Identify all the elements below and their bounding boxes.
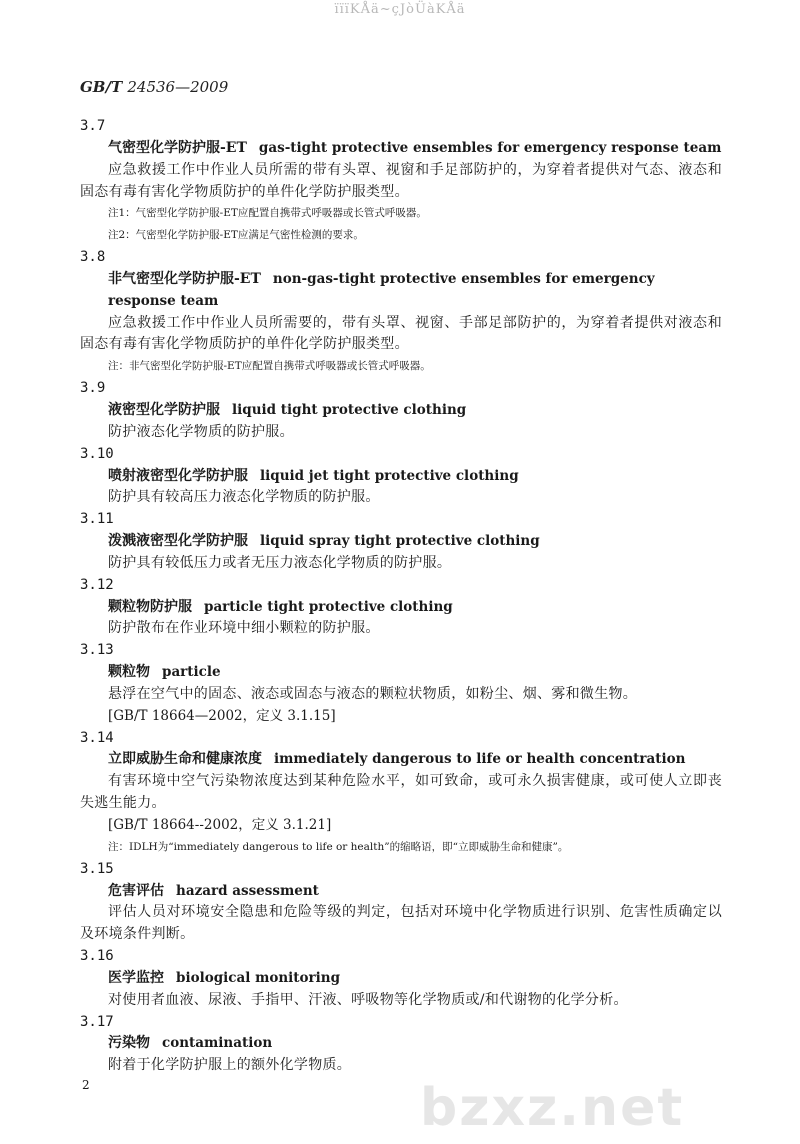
section-number: 3.13 <box>80 642 114 659</box>
term-definition: 防护液态化学物质的防护服。 <box>108 423 294 440</box>
standard-number <box>80 78 228 96</box>
term-heading <box>80 749 722 771</box>
section-number: 3.9 <box>80 380 106 397</box>
term-section <box>80 859 722 946</box>
section-number: 3.14 <box>80 729 114 746</box>
note: 注：非气密型化学防护服-ET应配置自携带式呼吸器或长管式呼吸器。 <box>108 360 431 373</box>
section-number: 3.7 <box>80 118 106 134</box>
term-heading <box>80 269 722 313</box>
term-definition: 对使用者血液、尿液、手指甲、汗液、呼吸物等化学物质或/和代谢物的化学分析。 <box>108 991 628 1008</box>
term-heading <box>80 662 722 684</box>
page-number: 2 <box>82 1078 90 1092</box>
terms-definitions <box>80 116 722 1077</box>
term-chinese: 液密型化学防护服 <box>108 401 220 418</box>
term-section <box>80 509 722 575</box>
term-english: gas-tight protective ensembles for emergency response team <box>258 139 722 156</box>
term-definition: 附着于化学防护服上的额外化学物质。 <box>108 1057 352 1074</box>
term-chinese: 颗粒物 <box>108 664 150 681</box>
term-english: biological monitoring <box>176 969 341 986</box>
term-definition: 应急救援工作中作业人员所需的带有头罩、视窗和手足部防护的，为穿着者提供对气态、液态和固态有毒有害化学物质防护的单件化学防护服类型。 <box>80 161 722 200</box>
term-heading <box>80 138 722 160</box>
term-english: contamination <box>162 1035 273 1052</box>
section-number: 3.16 <box>80 948 114 965</box>
source-reference: [GB/T 18664--2002，定义 3.1.21] <box>108 817 332 833</box>
top-watermark-text: ïïïKÅä~çJòÜàKÅä <box>334 2 466 17</box>
term-section <box>80 116 722 247</box>
term-section <box>80 1012 722 1078</box>
term-english: immediately dangerous to life or health concentration <box>274 751 686 768</box>
note: 注1：气密型化学防护服-ET应配置自携带式呼吸器或长管式呼吸器。 <box>108 207 427 220</box>
section-number: 3.8 <box>80 249 106 266</box>
term-section <box>80 378 722 444</box>
term-section <box>80 946 722 1012</box>
term-chinese: 医学监控 <box>108 969 164 986</box>
term-english: non-gas-tight protective ensembles for emergency response team <box>108 270 655 309</box>
term-english: hazard assessment <box>176 882 319 899</box>
term-definition: 有害环境中空气污染物浓度达到某种危险水平，如可致命，或可永久损害健康，或可使人立即丧失逃生能力。 <box>80 773 722 812</box>
term-section <box>80 728 722 859</box>
source-reference: [GB/T 18664—2002，定义 3.1.15] <box>108 707 336 724</box>
term-chinese: 污染物 <box>108 1035 150 1052</box>
term-english: liquid spray tight protective clothing <box>260 533 540 550</box>
section-number: 3.12 <box>80 576 114 593</box>
note: 注：IDLH为“immediately dangerous to life or health”的缩略语，即“立即威胁生命和健康”。 <box>108 840 569 853</box>
term-english: particle tight protective clothing <box>204 598 453 615</box>
term-chinese: 颗粒物防护服 <box>108 598 192 615</box>
term-chinese: 气密型化学防护服-ET <box>108 139 247 156</box>
term-chinese: 喷射液密型化学防护服 <box>108 467 248 484</box>
term-english: liquid jet tight protective clothing <box>260 467 519 484</box>
term-definition: 防护具有较低压力或者无压力液态化学物质的防护服。 <box>108 554 452 571</box>
term-chinese: 危害评估 <box>108 882 164 899</box>
term-section <box>80 640 722 727</box>
standard-code: GB/T <box>80 78 123 96</box>
term-english: particle <box>162 664 221 681</box>
term-section <box>80 444 722 510</box>
term-heading <box>80 597 722 619</box>
term-chinese: 立即威胁生命和健康浓度 <box>108 751 262 768</box>
term-heading <box>80 400 722 422</box>
term-chinese: 泼溅液密型化学防护服 <box>108 533 248 550</box>
term-definition: 防护具有较高压力液态化学物质的防护服。 <box>108 489 380 506</box>
section-number: 3.11 <box>80 511 114 528</box>
term-definition: 评估人员对环境安全隐患和危险等级的判定，包括对环境中化学物质进行识别、危害性质确定以及环境条件判断。 <box>80 904 722 943</box>
term-section <box>80 575 722 641</box>
term-chinese: 非气密型化学防护服-ET <box>108 270 261 287</box>
term-heading <box>80 881 722 903</box>
term-definition: 悬浮在空气中的固态、液态或固态与液态的颗粒状物质，如粉尘、烟、雾和微生物。 <box>108 685 638 702</box>
term-section <box>80 247 722 378</box>
section-number: 3.10 <box>80 445 114 462</box>
term-heading <box>80 531 722 553</box>
note: 注2：气密型化学防护服-ET应满足气密性检测的要求。 <box>108 229 364 242</box>
site-watermark: bzxz.net <box>420 1078 685 1138</box>
section-number: 3.15 <box>80 860 114 877</box>
term-english: liquid tight protective clothing <box>232 401 467 418</box>
section-number: 3.17 <box>80 1013 114 1030</box>
term-definition: 防护散布在作业环境中细小颗粒的防护服。 <box>108 620 380 637</box>
standard-year: 24536—2009 <box>127 78 229 96</box>
term-heading <box>80 1033 722 1055</box>
term-heading <box>80 968 722 990</box>
term-heading <box>80 466 722 488</box>
term-definition: 应急救援工作中作业人员所需要的，带有头罩、视窗、手部足部防护的，为穿着者提供对液态和固态有毒有害化学物质防护的单件化学防护服类型。 <box>80 314 722 353</box>
